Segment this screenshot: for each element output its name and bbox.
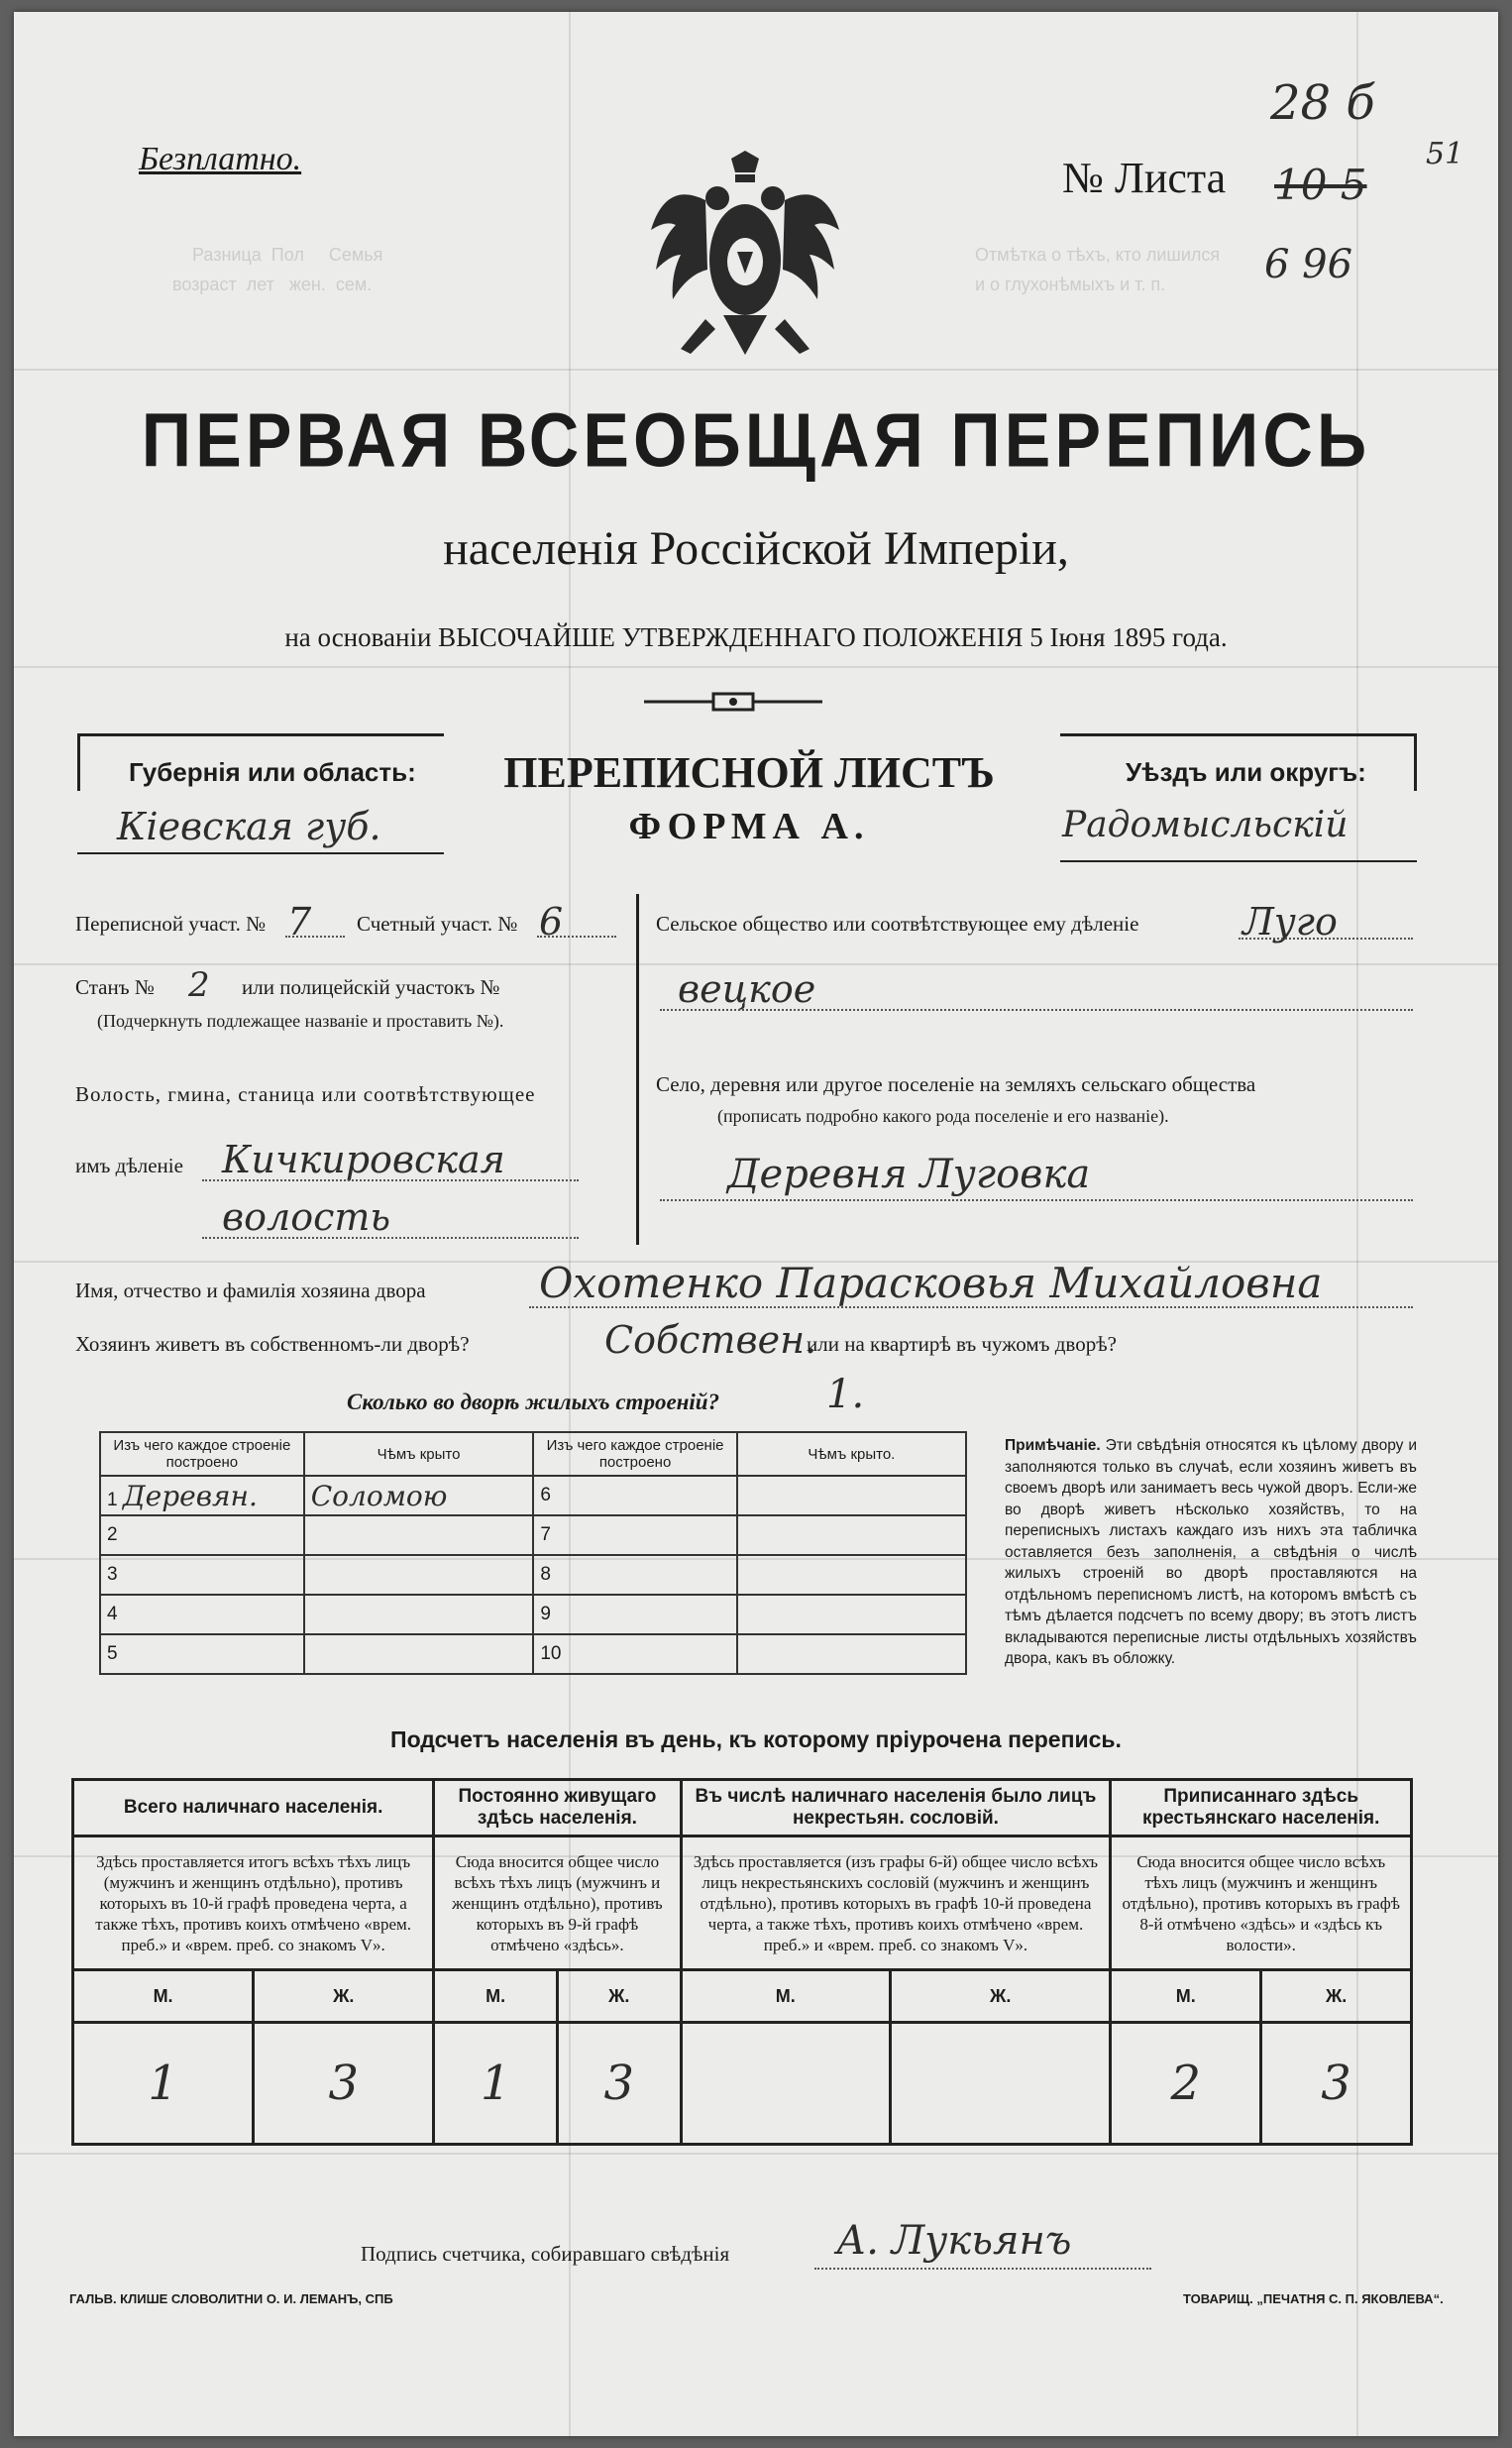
guberniya-value: Кіевская губ. — [117, 805, 381, 848]
counting-district-label: Счетный участ. № — [357, 912, 518, 936]
bleed-through-right: Отмѣтка о тѣхъ, кто лишился и о глухонѣмыхъ и т. п. — [975, 245, 1221, 294]
sheet-number-handwritten-top: 28 б — [1270, 75, 1375, 131]
table-row — [73, 2023, 1412, 2145]
volost-value-line1: Кичкировская — [222, 1138, 505, 1181]
pop-col-registered: Приписаннаго здѣсь крестьянскаго населенія. — [1111, 1780, 1412, 1836]
structures-note — [1005, 1435, 1417, 1670]
counting-district-value: 6 — [539, 900, 564, 944]
enumerator-signature-label: Подпись счетчика, собиравшаго свѣдѣнія — [361, 2242, 730, 2266]
imperial-eagle-emblem — [646, 141, 844, 379]
structures-header-material-1: Изъ чего каждое строеніе построено — [100, 1432, 304, 1476]
permanent-female-value: 3 — [557, 2023, 681, 2145]
census-sheet — [14, 12, 1498, 2436]
female-header: Ж. — [254, 1970, 434, 2023]
population-table — [71, 1778, 1413, 2146]
structures-header-roof-1: Чѣмъ крыто — [304, 1432, 534, 1476]
sheet-number-handwritten-bottom: 6 96 — [1264, 242, 1353, 287]
uezd-label: Уѣздъ или округъ: — [1126, 757, 1366, 787]
registered-female-value: 3 — [1261, 2023, 1412, 2145]
volost-value-line2: волость — [222, 1195, 391, 1239]
owner-name-label: Имя, отчество и фамилія хозяина двора — [75, 1279, 426, 1302]
stan-hint: (Подчеркнуть подлежащее названіе и проставить №). — [97, 1011, 504, 1031]
non-peasant-female-value — [891, 2023, 1111, 2145]
form-title: ПЕРЕПИСНОЙ ЛИСТЪ — [503, 748, 995, 797]
owner-lives-alt-label: или на квартирѣ въ чужомъ дворѣ? — [807, 1332, 1117, 1356]
volost-label-cont: имъ дѣленіе — [75, 1154, 183, 1177]
pop-desc-non-peasant: Здѣсь проставляется (изъ графы 6-й) общее число всѣхъ лицъ некрестьянскихъ сословій (мужчинъ и женщинъ отдѣльно), противъ которыхъ въ графѣ 10-й проведена черта, а также тѣхъ, противъ коихъ отмѣчено «врем. преб.» и «врем. преб. со знакомъ V». — [681, 1836, 1111, 1970]
census-district-value: 7 — [287, 900, 312, 944]
pop-col-non-peasant: Въ числѣ наличнаго населенія было лицъ некрестьян. сословій. — [681, 1780, 1111, 1836]
village-label: Село, деревня или другое поселеніе на земляхъ сельскаго общества — [656, 1072, 1256, 1096]
census-basis-line: на основаніи ВЫСОЧАЙШЕ УТВЕРЖДЕННАГО ПОЛОЖЕНІЯ 5 Іюня 1895 года. — [284, 622, 1228, 652]
rural-society-label: Сельское общество или соотвѣтствующее ему дѣленіе — [656, 912, 1139, 936]
female-header: Ж. — [891, 1970, 1111, 2023]
present-male-value: 1 — [73, 2023, 254, 2145]
pop-desc-present: Здѣсь проставляется итогъ всѣхъ тѣхъ лицъ (мужчинъ и женщинъ отдѣльно), противъ которыхъ въ 10-й графѣ проведена черта, а также тѣхъ, противъ коихъ отмѣчено «врем. преб.» и «врем. преб. со знакомъ V». — [73, 1836, 434, 1970]
male-header: М. — [681, 1970, 890, 2023]
stan-label: Станъ № — [75, 975, 155, 999]
police-district-label: или полицейскій участокъ № — [242, 975, 500, 999]
enumerator-signature: А. Лукьянъ — [836, 2218, 1072, 2264]
sheet-number-label: № Листа — [1062, 154, 1227, 202]
table-row: 3 8 — [100, 1555, 966, 1595]
male-header: М. — [73, 1970, 254, 2023]
village-value: Деревня Луговка — [727, 1152, 1091, 1197]
stan-value: 2 — [188, 965, 210, 1005]
bleed-through-left: Разница Пол Семья возраст лет жен. сем. — [172, 245, 383, 294]
structures-header-material-2: Изъ чего каждое строеніе построено — [533, 1432, 736, 1476]
rural-society-value-line2: вецкое — [678, 967, 816, 1011]
ornament-divider — [644, 692, 822, 712]
uezd-value: Радомысльскій — [1062, 805, 1349, 845]
note-title: Примѣчаніе. — [1005, 1437, 1101, 1454]
volost-label: Волость, гмина, станица или соотвѣтствующее — [75, 1082, 536, 1106]
guberniya-label: Губернія или область: — [129, 757, 416, 787]
print-credit-right: ТОВАРИЩ. „ПЕЧАТНЯ С. П. ЯКОВЛЕВА“. — [1183, 2291, 1444, 2306]
census-district-label: Переписной участ. № — [75, 912, 267, 936]
sheet-number-handwritten-struck: 10 5 — [1274, 161, 1367, 209]
sheet-number-handwritten-side: 51 — [1426, 137, 1464, 171]
registered-male-value: 2 — [1111, 2023, 1261, 2145]
census-subtitle: населенія Россійской Имперіи, — [443, 522, 1069, 575]
pop-col-permanent: Постоянно живущаго здѣсь населенія. — [434, 1780, 681, 1836]
structures-header-roof-2: Чѣмъ крыто. — [737, 1432, 966, 1476]
male-header: М. — [1111, 1970, 1261, 2023]
table-row: 2 7 — [100, 1515, 966, 1555]
pop-col-present: Всего наличнаго населенія. — [73, 1780, 434, 1836]
female-header: Ж. — [557, 1970, 681, 2023]
male-header: М. — [434, 1970, 558, 2023]
census-title: ПЕРВАЯ ВСЕОБЩАЯ ПЕРЕПИСЬ — [141, 397, 1371, 483]
table-row: 5 10 — [100, 1634, 966, 1674]
non-peasant-male-value — [681, 2023, 890, 2145]
rural-society-value-line1: Лугo — [1242, 900, 1338, 944]
owner-lives-value: Собствен. — [604, 1318, 817, 1362]
table-row: 4 9 — [100, 1595, 966, 1634]
form-subtitle: ФОРМА А. — [628, 806, 870, 847]
free-of-charge-label: Безплатно. — [139, 141, 302, 177]
buildings-count-label: Сколько во дворѣ жилыхъ строеній? — [347, 1390, 720, 1414]
pop-desc-registered: Сюда вносится общее число всѣхъ тѣхъ лицъ (мужчинъ и женщинъ отдѣльно), противъ которыхъ въ графѣ 8-й отмѣчено «здѣсь» и «здѣсь къ волости». — [1111, 1836, 1412, 1970]
table-row: 1 Деревян. Соломою 6 — [100, 1476, 966, 1515]
structures-table — [99, 1431, 967, 1675]
owner-name-value: Охотенко Парасковья Михайловна — [539, 1259, 1323, 1307]
population-tally-title: Подсчетъ населенія въ день, къ которому пріурочена перепись. — [390, 1726, 1122, 1752]
present-female-value: 3 — [254, 2023, 434, 2145]
village-hint: (прописать подробно какого рода поселеніе и его названіе). — [717, 1106, 1169, 1126]
structure-1-material: Деревян. — [122, 1479, 258, 1512]
buildings-count-value: 1. — [826, 1372, 865, 1417]
structure-1-roof: Соломою — [310, 1479, 448, 1512]
female-header: Ж. — [1261, 1970, 1412, 2023]
permanent-male-value: 1 — [434, 2023, 558, 2145]
note-text: Эти свѣдѣнія относятся къ цѣлому двору и заполняются только въ случаѣ, если хозяинъ живетъ въ своемъ дворѣ или занимаетъ весь чужой дворъ. Если-же во дворѣ живетъ нѣсколько хозяйствъ, то на переписныхъ листахъ каждаго изъ нихъ эта табличка оставляется безъ заполненія, а свѣдѣнія о числѣ жилыхъ строеній во дворѣ проставляются на отдѣльномъ переписномъ листѣ, на которомъ вмѣстѣ съ тѣмъ дѣлается подсчетъ по всему двору; въ этотъ листъ вкладываются переписные листы отдѣльныхъ хозяйствъ двора, какъ въ обложку. — [1005, 1437, 1417, 1667]
owner-lives-label: Хозяинъ живетъ въ собственномъ-ли дворѣ? — [75, 1332, 470, 1356]
pop-desc-permanent: Сюда вносится общее число всѣхъ тѣхъ лицъ (мужчинъ и женщинъ отдѣльно), противъ которыхъ въ 9-й графѣ отмѣчено «здѣсь». — [434, 1836, 681, 1970]
print-credit-left: ГАЛЬВ. КЛИШЕ СЛОВОЛИТНИ О. И. ЛЕМАНЪ, СПБ — [69, 2291, 393, 2306]
